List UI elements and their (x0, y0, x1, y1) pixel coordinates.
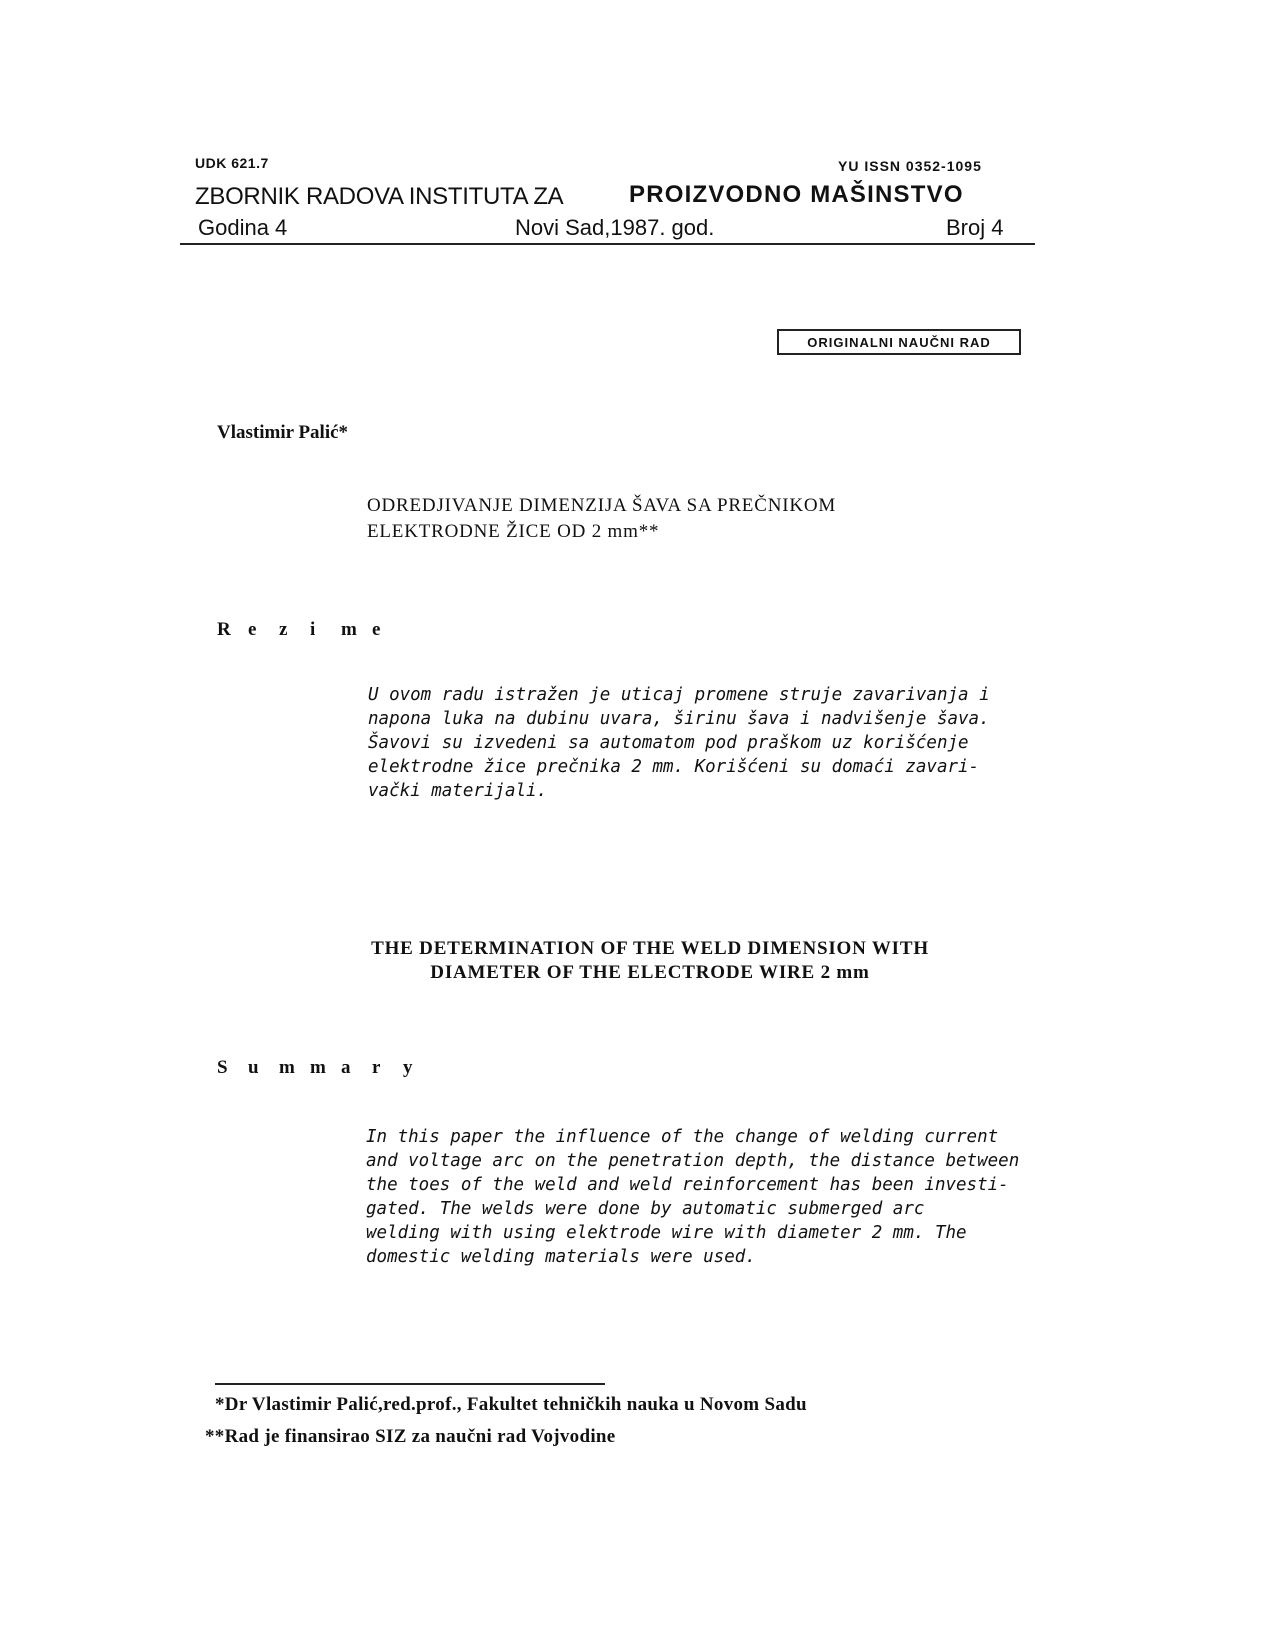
heading-letter: m (310, 1057, 326, 1078)
heading-letter: S (217, 1057, 228, 1078)
heading-letter: i (310, 619, 316, 640)
abstract-line: the toes of the weld and weld reinforcement has been investi- (366, 1175, 1009, 1195)
journal-place-date: Novi Sad,1987. god. (515, 215, 715, 240)
heading-letter: e (248, 619, 257, 640)
abstract-line: In this paper the influence of the change of welding current (366, 1127, 999, 1147)
heading-letter: e (372, 619, 381, 640)
abstract-line: napona luka na dubinu uvara, širinu šava i nadvišenje šava. (368, 709, 990, 729)
abstract-line: welding with using elektrode wire with diameter 2 mm. The (366, 1223, 967, 1243)
abstract-english (366, 1125, 1019, 1269)
abstract-serbian (368, 683, 990, 803)
footnote-funding: **Rad je finansirao SIZ za naučni rad Vojvodine (205, 1426, 616, 1447)
paper-type-badge (777, 329, 1021, 355)
author-name: Vlastimir Palić* (217, 422, 349, 443)
abstract-line: vački materijali. (368, 781, 548, 801)
journal-issue: Broj 4 (946, 215, 1004, 240)
summary-heading (217, 1057, 434, 1079)
heading-letter: r (372, 1057, 381, 1078)
title-english (330, 937, 970, 985)
abstract-line: and voltage arc on the penetration depth, the distance between (366, 1151, 1020, 1171)
heading-letter: a (341, 1057, 351, 1078)
journal-name-right: PROIZVODNO MAŠINSTVO (629, 181, 964, 208)
paper-type-label: ORIGINALNI NAUČNI RAD (807, 334, 991, 350)
footnote-author: *Dr Vlastimir Palić,red.prof., Fakultet tehničkih nauka u Novom Sadu (215, 1394, 807, 1415)
issn-code: YU ISSN 0352-1095 (838, 158, 982, 174)
heading-letter: u (248, 1057, 259, 1078)
journal-year: Godina 4 (198, 215, 288, 240)
heading-letter: y (403, 1057, 413, 1078)
rezime-heading (217, 619, 403, 641)
title-serbian-line: ODREDJIVANJE DIMENZIJA ŠAVA SA PREČNIKOM (367, 495, 837, 516)
journal-name-left: ZBORNIK RADOVA INSTITUTA ZA (195, 183, 564, 210)
title-english-line: DIAMETER OF THE ELECTRODE WIRE 2 mm (430, 962, 870, 983)
title-serbian-line: ELEKTRODNE ŽICE OD 2 mm** (367, 521, 660, 542)
abstract-line: domestic welding materials were used. (366, 1247, 756, 1267)
footnote-rule (215, 1383, 605, 1385)
heading-letter: z (279, 619, 288, 640)
heading-letter: m (279, 1057, 295, 1078)
heading-letter: m (341, 619, 357, 640)
abstract-line: gated. The welds were done by automatic submerged arc (366, 1199, 925, 1219)
abstract-line: elektrodne žice prečnika 2 mm. Korišćeni su domaći zavari- (368, 757, 980, 777)
abstract-line: Šavovi su izvedeni sa automatom pod praškom uz korišćenje (368, 733, 969, 753)
abstract-line: U ovom radu istražen je uticaj promene struje zavarivanja i (368, 685, 990, 705)
udk-code: UDK 621.7 (195, 155, 269, 171)
header-rule (180, 243, 1035, 245)
title-english-line: THE DETERMINATION OF THE WELD DIMENSION WITH (371, 938, 929, 959)
title-serbian (367, 493, 836, 545)
heading-letter: R (217, 619, 231, 640)
